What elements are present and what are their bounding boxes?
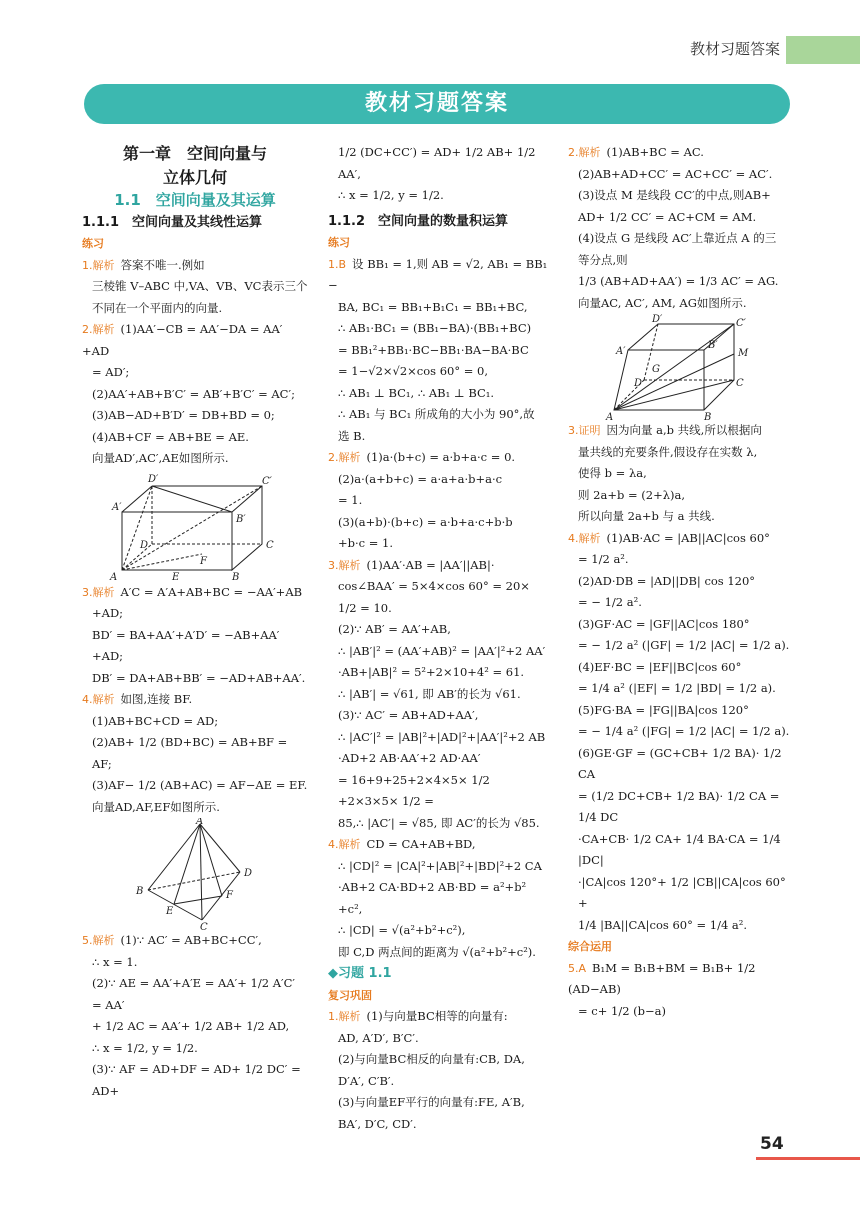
answer-line [328,318,550,340]
answer-text: BA, BC₁ = BB₁+B₁C₁ = BB₁+BC, [338,299,528,314]
answer-line [328,404,550,426]
answer-line [82,668,308,690]
answer-line [568,485,794,507]
answer-text: +b·c = 1. [338,536,394,550]
answer-text: + 1/2 AC = AA′+ 1/2 AB+ 1/2 AD, [92,1019,290,1033]
answer-line [328,705,550,727]
svg-text:A: A [196,818,204,827]
answer-text: AD, A′D′, B′C′. [338,1030,419,1045]
svg-text:A: A [606,412,614,420]
svg-text:B′: B′ [236,513,246,525]
answer-text: 向量AD′,AC′,AE如图所示. [92,451,229,465]
answer-line [82,603,308,625]
answer-text: (1)∵ AC′ = AB+BC+CC′, [120,933,262,947]
answer-line [328,1006,550,1028]
answer-text: ∴ |CD| = √(a²+b²+c²), [338,923,466,937]
answer-line [82,930,308,952]
svg-text:A′: A′ [112,501,122,513]
answer-text: A′C = A′A+AB+BC = −AA′+AB [120,584,303,599]
answer-line [82,384,308,406]
answer-text: ·AD+2 AB·AA′+2 AD·AA′ [338,751,481,765]
answer-text: 三棱锥 V–ABC 中,VA、VB、VC表示三个 [92,279,308,293]
answer-text: = 1/2 a². [578,552,629,566]
answer-tag: 1.B [328,257,347,271]
answer-text: (2)与向量BC相反的向量有:CB, DA, [338,1052,525,1066]
answer-line [568,592,794,614]
answer-line [328,856,550,878]
answer-line [568,872,794,915]
answer-line [82,255,308,277]
subsection-title: 1.1.1 空间向量及其线性运算 [82,214,263,230]
answer-text: = 16+9+25+2×4×5× 1/2 +2×3×5× 1/2 = [338,772,490,808]
answer-text: 则 2a+b = (2+λ)a, [578,487,685,502]
page-number: 54 [760,1134,784,1154]
comprehensive-label: 综合运用 [568,940,612,953]
svg-text:A: A [110,571,118,582]
answer-line [568,915,794,937]
answer-text: ∴ |AC′|² = |AB|²+|AD|²+|AA′|²+2 AB [338,729,546,744]
answer-block-5 [328,1006,550,1135]
answer-tag: 4.解析 [328,838,361,851]
answer-text: ∴ x = 1/2, y = 1/2. [92,1040,198,1055]
answer-tag: 2.解析 [82,323,115,336]
answer-line [82,319,308,362]
answer-line [328,662,550,684]
answer-line [568,250,794,272]
answer-line [328,1028,550,1050]
svg-text:A′: A′ [616,346,626,357]
answer-text: +AD; [92,606,124,620]
page-number-underline [756,1157,860,1160]
answer-tag: 3.解析 [82,585,115,599]
answer-text: (1)AB+BC+CD = AD; [92,713,219,728]
answer-line [328,512,550,534]
answer-line [568,743,794,786]
svg-text:C′: C′ [262,475,272,487]
header-accent-block [786,36,860,64]
answer-line [82,362,308,384]
answer-line [328,920,550,942]
answer-text: (3)AB−AD+B′D′ = DB+BD = 0; [92,408,275,422]
answer-line [82,689,308,711]
svg-text:M: M [738,348,749,359]
answer-text: (1)AB+BC = AC. [606,145,704,159]
answer-text: (3)AF− 1/2 (AB+AC) = AF−AE = EF. [92,778,308,792]
review-label: 复习巩固 [328,988,372,1002]
answer-line [82,973,308,1016]
answer-text: 即 C,D 两点间的距离为 √(a²+b²+c²). [338,944,536,959]
svg-text:C′: C′ [736,318,746,329]
answer-line [328,1092,550,1114]
svg-text:B: B [232,571,240,582]
answer-line [328,340,550,362]
answer-line [568,549,794,571]
svg-text:C: C [736,378,744,389]
answer-text: (1)AA′−CB = AA′−DA = AA′+AD [82,322,283,358]
answer-text: ∴ |CD|² = |CA|²+|AB|²+|BD|²+2 CA [338,858,542,873]
answer-line [328,834,550,856]
svg-text:B: B [704,412,712,420]
answer-block-4 [328,254,550,964]
svg-text:G: G [652,364,660,375]
answer-line [568,228,794,250]
answer-text: (1)AA′·AB = |AA′||AB|· [366,557,495,572]
answer-text: 使得 b = λa, [578,466,647,480]
answer-line [568,506,794,528]
answer-text: = (1/2 DC+CB+ 1/2 BA)· 1/2 CA = 1/4 DC [578,788,780,824]
answer-line [568,185,794,207]
answer-text: = BB₁²+BB₁·BC−BB₁·BA−BA·BC [338,342,529,357]
answer-line [568,271,794,293]
answer-text: ∴ AB₁ 与 BC₁ 所成角的大小为 90°,故 [338,407,535,421]
answer-line [568,528,794,550]
svg-text:D′: D′ [148,473,159,485]
answer-line [568,678,794,700]
answer-line [82,1016,308,1038]
chapter-line-1: 第一章 空间向量与 [122,144,267,163]
banner-title: 教材习题答案 [84,84,790,124]
answer-text: (3)GF·AC = |GF||AC|cos 180° [578,616,750,631]
answer-text: D′A′, C′B′. [338,1073,395,1088]
chapter-title [82,142,308,190]
answer-block-7 [568,420,794,936]
answer-text: = − 1/2 a² (|GF| = 1/2 |AC| = 1/2 a). [578,638,790,652]
answer-text: 等分点,则 [578,252,628,267]
section-title: 1.1 空间向量及其运算 [114,191,276,209]
answer-text: ·|CA|cos 120°+ 1/2 |CB||CA|cos 60°+ [578,874,786,910]
answer-tag: 3.解析 [328,558,361,572]
svg-text:F: F [226,890,233,901]
column-1 [82,142,308,1102]
answer-tag: 4.解析 [568,531,601,545]
answer-text: (3)∵ AF = AD+DF = AD+ 1/2 DC′ = AD+ [92,1062,301,1098]
answer-text: 选 B. [338,428,366,443]
answer-text: 不同在一个平面内的向量. [92,300,223,315]
answer-text: 因为向量 a,b 共线,所以根据向 [606,423,762,437]
answer-line [328,426,550,448]
answer-text: (1)AB·AC = |AB||AC|cos 60° [606,530,770,545]
answer-block-8 [568,958,794,1023]
answer-tag: 1.解析 [328,1010,361,1023]
answer-text: 向量AC, AC′, AM, AG如图所示. [578,295,747,310]
answer-line [568,958,794,1001]
answer-text: = AD′; [92,365,130,379]
answer-text: cos∠BAA′ = 5×4×cos 60° = 20× 1/2 = 10. [338,579,530,615]
answer-text: = 1. [338,493,363,507]
answer-tag: 2.解析 [328,451,361,464]
answer-line [82,405,308,427]
answer-text: ·CA+CB· 1/2 CA+ 1/4 BA·CA = 1/4 |DC| [578,831,781,867]
answer-text: 向量AD,AF,EF如图所示. [92,799,220,814]
answer-text: (2)∵ AE = AA′+A′E = AA′+ 1/2 A′C′ = AA′ [92,976,296,1012]
answer-text: (2)AD·DB = |AD||DB| cos 120° [578,573,756,588]
answer-line [328,533,550,555]
answer-text: = c+ 1/2 (b−a) [578,1003,667,1018]
answer-line [328,684,550,706]
answer-line [328,490,550,512]
answer-text: ∴ x = 1/2, y = 1/2. [338,188,444,202]
answer-line [328,254,550,297]
answer-line [568,635,794,657]
parallelepiped-figure [568,314,794,420]
answer-text: (4)EF·BC = |EF||BC|cos 60° [578,659,742,674]
chapter-line-2: 立体几何 [162,168,227,187]
practice-label-2: 练习 [328,236,350,249]
answer-text: 1/2 (DC+CC′) = AD+ 1/2 AB+ 1/2 AA′, [338,145,536,181]
answer-line [328,1071,550,1093]
column-3 [568,142,794,1022]
answer-line [568,420,794,442]
answer-text: (3)(a+b)·(b+c) = a·b+a·c+b·b [338,514,513,529]
answer-line [328,813,550,835]
answer-line [568,571,794,593]
answer-line [82,1038,308,1060]
answer-tag: 2.解析 [568,146,601,159]
svg-text:D: D [244,868,253,879]
answer-text: CD = CA+AB+BD, [366,837,476,851]
svg-text:E: E [166,906,174,917]
answer-text: 85,∴ |AC′| = √85, 即 AC′的长为 √85. [338,815,540,830]
answer-line [328,297,550,319]
answer-line [328,361,550,383]
answer-text: (4)设点 G 是线段 AC′上靠近点 A 的三 [578,231,777,245]
answer-text: ∴ AB₁·BC₁ = (BB₁−BA)·(BB₁+BC) [338,321,532,335]
answer-text: +c², [338,901,363,916]
answer-text: ∴ x = 1. [92,954,138,969]
answer-text: BD′ = BA+AA′+A′D′ = −AB+AA′+AD; [92,627,280,663]
svg-text:E: E [172,571,180,582]
answer-text: (3)设点 M 是线段 CC′的中点,则AB+ [578,188,771,202]
answer-line [82,952,308,974]
answer-line [568,164,794,186]
svg-text:B′: B′ [708,340,718,351]
answer-text: ∴ AB₁ ⊥ BC₁, ∴ AB₁ ⊥ BC₁. [338,385,495,400]
answer-line [328,1049,550,1071]
answer-block [82,255,308,470]
answer-line [568,463,794,485]
answer-block-3 [82,930,308,1102]
answer-text: ∴ |AB′|² = (AA′+AB)² = |AA′|²+2 AA′ [338,643,546,658]
answer-line [328,383,550,405]
answer-text: (1)与向量BC相等的向量有: [366,1009,508,1023]
answer-line [328,1114,550,1136]
answer-text: = − 1/4 a² (|FG| = 1/2 |AC| = 1/2 a). [578,724,790,738]
answer-text: (2)AB+AD+CC′ = AC+CC′ = AC′. [578,166,773,181]
answer-tag: 5.A [568,961,587,975]
answer-line [568,700,794,722]
answer-text: ·AB+|AB|² = 5²+2×10+4² = 61. [338,665,525,679]
answer-line [568,1001,794,1023]
answer-text: 1/4 |BA||CA|cos 60° = 1/4 a². [578,917,748,932]
answer-text: (2)a·(a+b+c) = a·a+a·b+a·c [338,471,503,486]
practice-label: 练习 [82,237,104,250]
answer-text: (5)FG·BA = |FG||BA|cos 120° [578,702,749,717]
answer-line [328,942,550,964]
answer-text: B₁M = B₁B+BM = B₁B+ 1/2 (AD−AB) [568,960,756,996]
answer-line [82,1059,308,1102]
answer-line [328,619,550,641]
answer-line [82,625,308,668]
svg-text:B: B [136,886,144,897]
answer-text: = 1−√2×√2×cos 60° = 0, [338,364,489,378]
answer-line [568,657,794,679]
svg-text:F: F [200,555,207,567]
answer-text: (2)AB+ 1/2 (BD+BC) = AB+BF = AF; [92,735,288,771]
answer-text: (2)∵ AB′ = AA′+AB, [338,622,451,636]
answer-text: (2)AA′+AB+B′C′ = AB′+B′C′ = AC′; [92,386,295,401]
column-2 [328,142,550,1135]
answer-text: 1/3 (AB+AD+AA′) = 1/3 AC′ = AG. [578,274,779,288]
answer-line [568,142,794,164]
answer-line [328,469,550,491]
answer-line [328,447,550,469]
answer-block-0 [328,142,550,207]
answer-text: 所以向量 2a+b 与 a 共线. [578,509,715,523]
svg-text:D: D [634,378,643,389]
answer-line [328,555,550,577]
answer-line [82,775,308,797]
answer-line [568,721,794,743]
answer-text: DB′ = DA+AB+BB′ = −AD+AB+AA′. [92,670,306,685]
answer-line [328,727,550,749]
svg-text:D: D [140,539,149,551]
answer-line [82,732,308,775]
answer-line [568,207,794,229]
answer-line [82,797,308,819]
answer-text: = 1/4 a² (|EF| = 1/2 |BD| = 1/2 a). [578,681,776,695]
answer-line [82,276,308,298]
answer-text: (1)a·(b+c) = a·b+a·c = 0. [366,450,516,464]
answer-tag: 3.证明 [568,424,601,437]
answer-line [82,448,308,470]
answer-line [328,576,550,619]
answer-text: (3)∵ AC′ = AB+AD+AA′, [338,708,479,722]
answer-line [328,185,550,207]
answer-line [82,711,308,733]
cuboid-figure-1 [82,470,308,582]
answer-text: = − 1/2 a². [578,595,642,609]
answer-line [568,293,794,315]
answer-text: AD+ 1/2 CC′ = AC+CM = AM. [578,209,757,224]
svg-text:C: C [266,539,274,551]
header-title: 教材习题答案 [690,40,781,58]
answer-text: BA′, D′C, CD′. [338,1116,417,1131]
answer-tag: 1.解析 [82,258,115,272]
answer-line [82,582,308,604]
answer-tag: 5.解析 [82,934,115,947]
answer-line [328,641,550,663]
answer-block-2 [82,582,308,819]
svg-text:D′: D′ [652,314,663,325]
answer-text: ∴ |AB′| = √61, 即 AB′的长为 √61. [338,686,521,701]
answer-line [328,142,550,185]
answer-line [568,614,794,636]
answer-text: (6)GE·GF = (GC+CB+ 1/2 BA)· 1/2 CA [578,745,782,781]
answer-text: (3)与向量EF平行的向量有:FE, A′B, [338,1095,525,1109]
exercise-title: ◆习题 1.1 [328,966,392,981]
answer-line [82,427,308,449]
answer-line [568,442,794,464]
answer-text: 如图,连接 BF. [120,692,193,706]
answer-line [82,298,308,320]
answer-block-6 [568,142,794,314]
answer-text: (4)AB+CF = AB+BE = AE. [92,429,249,444]
answer-text: 量共线的充要条件,假设存在实数 λ, [578,444,758,459]
subsection-title-2: 1.1.2 空间向量的数量积运算 [328,213,509,229]
answer-line [568,829,794,872]
answer-line [328,877,550,899]
answer-line [328,899,550,921]
tetrahedron-figure [82,818,308,930]
answer-line [568,786,794,829]
answer-text: ·AB+2 CA·BD+2 AB·BD = a²+b² [338,880,527,894]
svg-text:C: C [200,922,208,930]
answer-text: 设 BB₁ = 1,则 AB = √2, AB₁ = BB₁ − [328,256,548,292]
answer-tag: 4.解析 [82,693,115,706]
answer-text: 答案不唯一.例如 [120,257,205,272]
answer-line [328,748,550,770]
answer-line [328,770,550,813]
